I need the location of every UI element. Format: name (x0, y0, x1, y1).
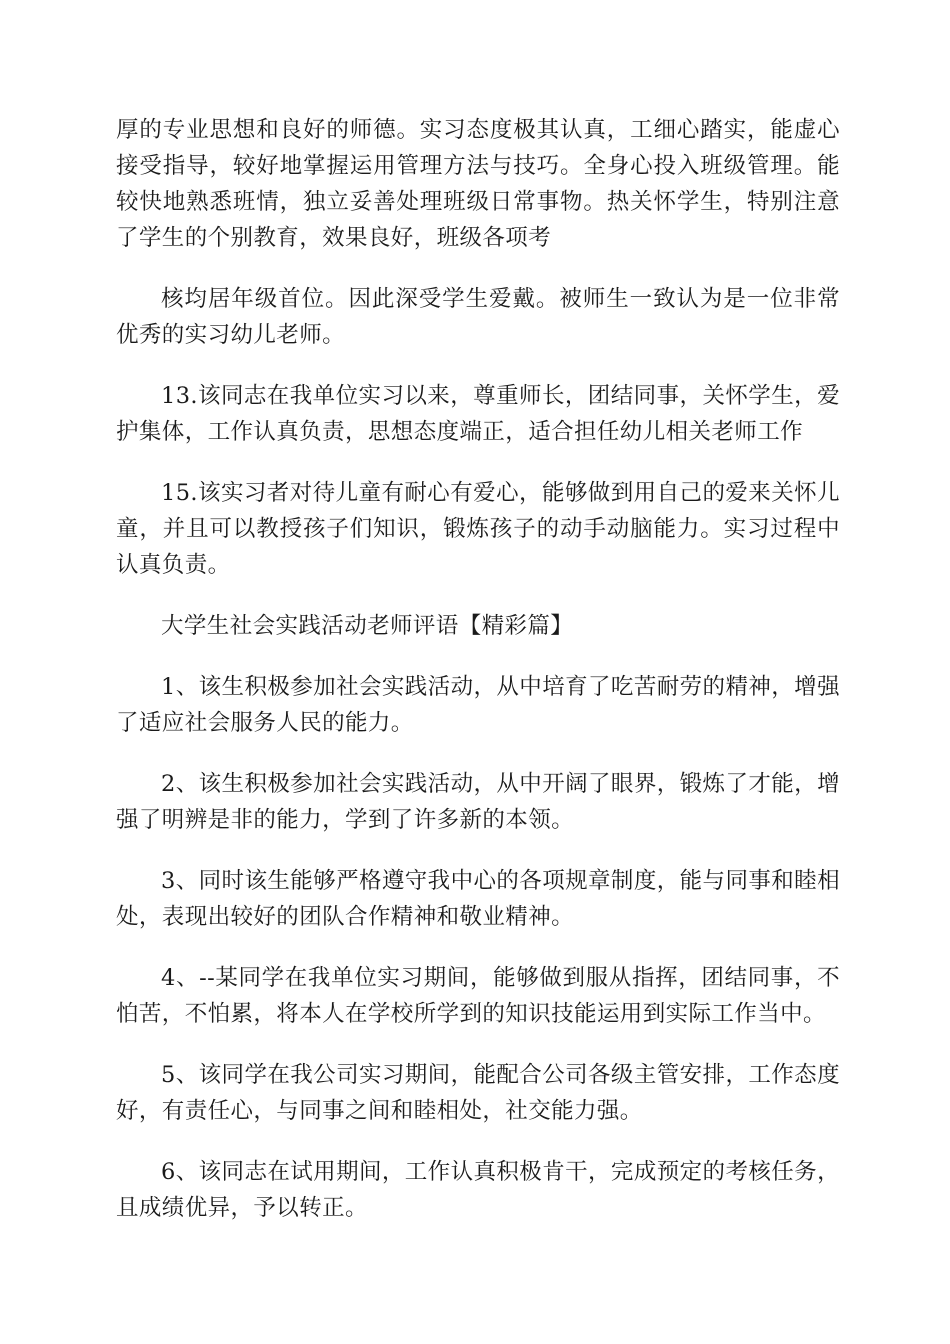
paragraph-conclusion: 核均居年级首位。因此深受学生爱戴。被师生一致认为是一位非常优秀的实习幼儿老师。 (116, 286, 840, 348)
paragraph-item-5: 5、该同学在我公司实习期间，能配合公司各级主管安排，工作态度好，有责任心，与同事之间和睦相处，社交能力强。 (116, 1062, 840, 1124)
paragraph-item-3: 3、同时该生能够严格遵守我中心的各项规章制度，能与同事和睦相处，表现出较好的团队合作精神和敬业精神。 (116, 868, 840, 930)
paragraph-item-2: 2、该生积极参加社会实践活动，从中开阔了眼界，锻炼了才能，增强了明辨是非的能力，学到了许多新的本领。 (116, 771, 840, 833)
section-heading: 大学生社会实践活动老师评语【精彩篇】 (161, 613, 574, 639)
document-body (116, 112, 840, 1251)
paragraph-item-6: 6、该同志在试用期间，工作认真积极肯干，完成预定的考核任务，且成绩优异，予以转正。 (116, 1159, 840, 1221)
paragraph-item-4: 4、--某同学在我单位实习期间，能够做到服从指挥，团结同事，不怕苦，不怕累，将本人在学校所学到的知识技能运用到实际工作当中。 (116, 965, 840, 1027)
paragraph-item-13: 13.该同志在我单位实习以来，尊重师长，团结同事，关怀学生，爱护集体，工作认真负责，思想态度端正，适合担任幼儿相关老师工作 (116, 383, 840, 445)
paragraph-item-1: 1、该生积极参加社会实践活动，从中培育了吃苦耐劳的精神，增强了适应社会服务人民的能力。 (116, 674, 840, 736)
paragraph-continued: 厚的专业思想和良好的师德。实习态度极其认真，工细心踏实，能虚心接受指导，较好地掌握运用管理方法与技巧。全身心投入班级管理。能较快地熟悉班情，独立妥善处理班级日常事物。热关怀学生，特别注意了学生的个别教育，效果良好，班级各项考 (116, 117, 840, 251)
paragraph-item-15: 15.该实习者对待儿童有耐心有爱心，能够做到用自己的爱来关怀儿童，并且可以教授孩子们知识，锻炼孩子的动手动脑能力。实习过程中认真负责。 (116, 480, 840, 578)
